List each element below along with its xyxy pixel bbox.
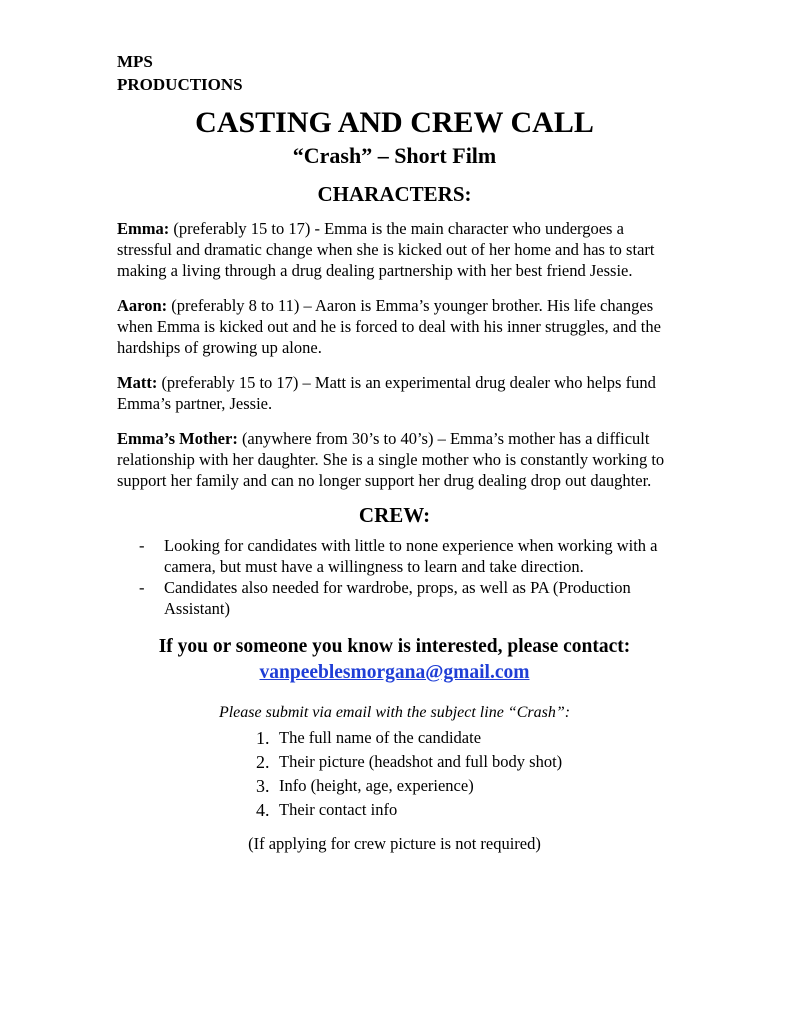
submission-step <box>117 774 672 798</box>
contact-prompt: If you or someone you know is interested, please contact: <box>158 636 631 657</box>
crew-item-text: Candidates also needed for wardrobe, props, as well as PA (Production Assistant) <box>164 578 631 618</box>
dash-bullet: - <box>139 536 145 555</box>
character-name: Emma’s Mother: <box>117 429 238 448</box>
step-text: The full name of the candidate <box>279 728 482 747</box>
page-title: CASTING AND CREW CALL <box>195 106 594 139</box>
character-description: (preferably 15 to 17) – Matt is an experimental drug dealer who helps fund Emma’s partner, Jessie. <box>117 373 656 413</box>
page-subtitle: “Crash” – Short Film <box>292 143 497 168</box>
character-entry-emmas-mother <box>117 428 672 491</box>
character-entry-emma <box>117 218 672 281</box>
step-number: 2. <box>256 752 270 772</box>
submission-step <box>117 750 672 774</box>
characters-heading: CHARACTERS: <box>317 182 472 206</box>
step-number: 4. <box>256 800 270 820</box>
crew-picture-note: (If applying for crew picture is not required) <box>248 834 541 853</box>
character-description: (anywhere from 30’s to 40’s) – Emma’s mother has a difficult relationship with her daughter. She is a single mother who is constantly working to support her family and can no longer support her drug dealing drop out daughter. <box>117 429 665 490</box>
crew-heading: CREW: <box>358 503 431 527</box>
crew-item-text: Looking for candidates with little to none experience when working with a camera, but must have a willingness to learn and take direction. <box>164 536 658 576</box>
step-text: Info (height, age, experience) <box>279 776 474 795</box>
character-name: Matt: <box>117 373 158 392</box>
character-name: Emma: <box>117 219 170 238</box>
crew-list-item <box>117 535 672 577</box>
crew-list <box>117 535 672 619</box>
dash-bullet: - <box>139 578 145 597</box>
submission-steps <box>117 726 672 822</box>
character-description: (preferably 15 to 17) - Emma is the main character who undergoes a stressful and dramatic change when she is kicked out of her home and has to start making a living through a drug dealing partnership with her best friend Jessie. <box>117 219 655 280</box>
step-text: Their picture (headshot and full body shot) <box>279 752 563 771</box>
contact-email-link[interactable]: vanpeeblesmorgana@gmail.com <box>259 662 530 683</box>
step-number: 3. <box>256 776 270 796</box>
company-name <box>117 50 672 96</box>
crew-list-item <box>117 577 672 619</box>
submission-instructions: Please submit via email with the subject line “Crash”: <box>218 704 571 721</box>
characters-section <box>117 218 672 491</box>
company-name-line2: PRODUCTIONS <box>117 75 243 94</box>
step-number: 1. <box>256 728 270 748</box>
character-entry-matt <box>117 372 672 414</box>
character-description: (preferably 8 to 11) – Aaron is Emma’s younger brother. His life changes when Emma is kicked out and he is forced to deal with his inner struggles, and the hardships of growing up alone. <box>117 296 661 357</box>
character-name: Aaron: <box>117 296 168 315</box>
step-text: Their contact info <box>279 800 398 819</box>
submission-step <box>117 798 672 822</box>
company-name-line1: MPS <box>117 52 153 71</box>
submission-step <box>117 726 672 750</box>
character-entry-aaron <box>117 295 672 358</box>
